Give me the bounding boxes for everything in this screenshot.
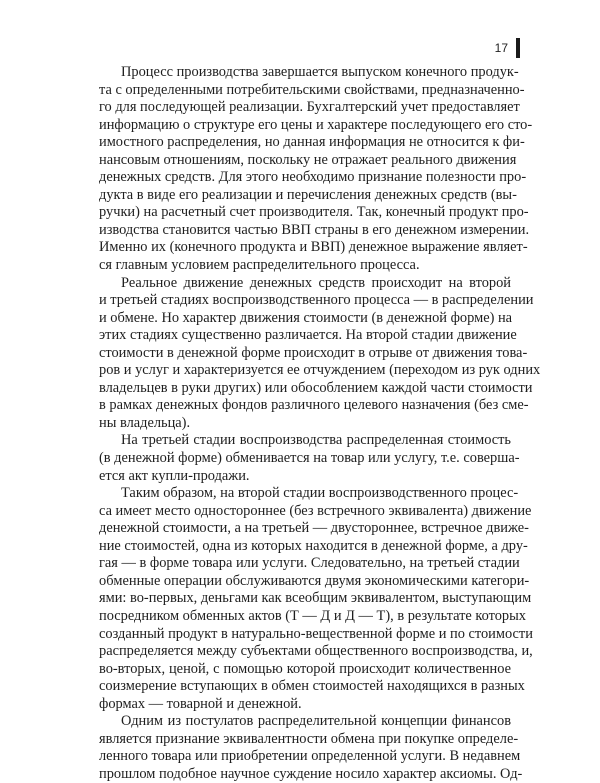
text-line: распределяется между субъектами общественного воспроизводства, и,	[99, 643, 533, 660]
text-line: информацию о структуре его цены и характере последующего его сто-	[99, 116, 533, 133]
text-line: этих стадиях существенно различается. На второй стадии движение	[99, 327, 517, 344]
text-line: изводства становится частью ВВП страны в его денежном измерении.	[99, 221, 530, 238]
body-text	[99, 64, 541, 783]
paragraph	[99, 485, 533, 713]
page-marker-bar	[516, 38, 520, 58]
paragraph	[99, 432, 520, 485]
text-line: ями: во-первых, деньгами как всеобщим эквивалентом, выступающим	[99, 590, 532, 607]
paragraph	[99, 713, 523, 783]
page-header	[495, 38, 520, 58]
text-line: ется акт купли-продажи.	[99, 467, 250, 484]
text-line: ленного товара или приобретении определенной услуги. В недавнем	[99, 748, 521, 765]
text-line: го для последующей реализации. Бухгалтерский учет предоставляет	[99, 99, 520, 116]
text-line: ручки) на расчетный счет производителя. Так, конечный продукт про-	[99, 204, 529, 221]
text-line: соизмерение вступающих в обмен стоимостей находящихся в разных	[99, 678, 525, 695]
text-line: дукта в виде его реализации и перечисления денежных средств (вы-	[99, 186, 517, 203]
text-line: Именно их (конечного продукта и ВВП) денежное выражение являет-	[99, 239, 528, 256]
page-number: 17	[494, 41, 508, 55]
text-line: (в денежной форме) обменивается на товар или услугу, т.е. соверша-	[99, 450, 520, 467]
text-line: ны владельца).	[99, 414, 191, 431]
text-line: созданный продукт в натурально-вещественной форме и по стоимости	[99, 625, 533, 642]
text-line: ся главным условием распределительного процесса.	[99, 257, 420, 274]
text-line: ров и услуг и характеризуется ее отчуждением (переходом из рук одних	[99, 362, 541, 379]
text-line: гая — в форме товара или услуги. Следовательно, на третьей стадии	[99, 555, 520, 572]
text-line: прошлом подобное научное суждение носило характер аксиомы. Од-	[99, 765, 523, 782]
text-line: в рамках денежных фондов различного целевого назначения (без сме-	[99, 397, 529, 414]
text-line: во-вторых, ценой, с помощью которой происходит количественное	[99, 660, 511, 677]
text-line: посредником обменных актов (Т — Д и Д — Т), в результате которых	[99, 607, 526, 624]
text-line: денежной стоимости, а на третьей — двустороннее, встречное движе-	[99, 520, 529, 537]
text-line: На третьей стадии воспроизводства распределенная стоимость	[121, 432, 511, 449]
text-line: Реальное движение денежных средств происходит на второй	[121, 274, 511, 291]
text-line: и обмене. Но характер движения стоимости (в денежной форме) на	[99, 309, 513, 326]
text-line: Таким образом, на второй стадии воспроизводственного процес-	[121, 485, 519, 502]
text-line: является признание эквивалентности обмена при покупке определе-	[99, 730, 519, 747]
text-line: владельцев в руки других) или обособлением каждой части стоимости	[99, 379, 533, 396]
text-line: та с определенными потребительскими свойствами, предназначенно-	[99, 81, 525, 98]
text-line: Процесс производства завершается выпуском конечного продук-	[121, 64, 519, 80]
text-line: Одним из постулатов распределительной концепции финансов	[121, 713, 511, 730]
text-line: денежных средств. Для этого необходимо признание полезности про-	[99, 169, 527, 186]
text-line: ние стоимостей, одна из которых находится в денежной форме, а дру-	[99, 537, 528, 554]
text-line: и третьей стадиях воспроизводственного процесса — в распределении	[99, 292, 534, 309]
text-line: стоимости в денежной форме происходит в отрыве от движения това-	[99, 344, 528, 361]
text-line: обменные операции обслуживаются двумя экономическими категори-	[99, 572, 530, 589]
paragraph	[99, 64, 533, 275]
text-line: нансовым отношениям, поскольку не отражает реального движения	[99, 151, 517, 168]
text-line: имостного распределения, но данная информация не относится к фи-	[99, 134, 525, 151]
paragraph	[99, 274, 541, 433]
text-line: са имеет место одностороннее (без встречного эквивалента) движение	[99, 502, 532, 519]
text-line: формах — товарной и денежной.	[99, 695, 302, 712]
